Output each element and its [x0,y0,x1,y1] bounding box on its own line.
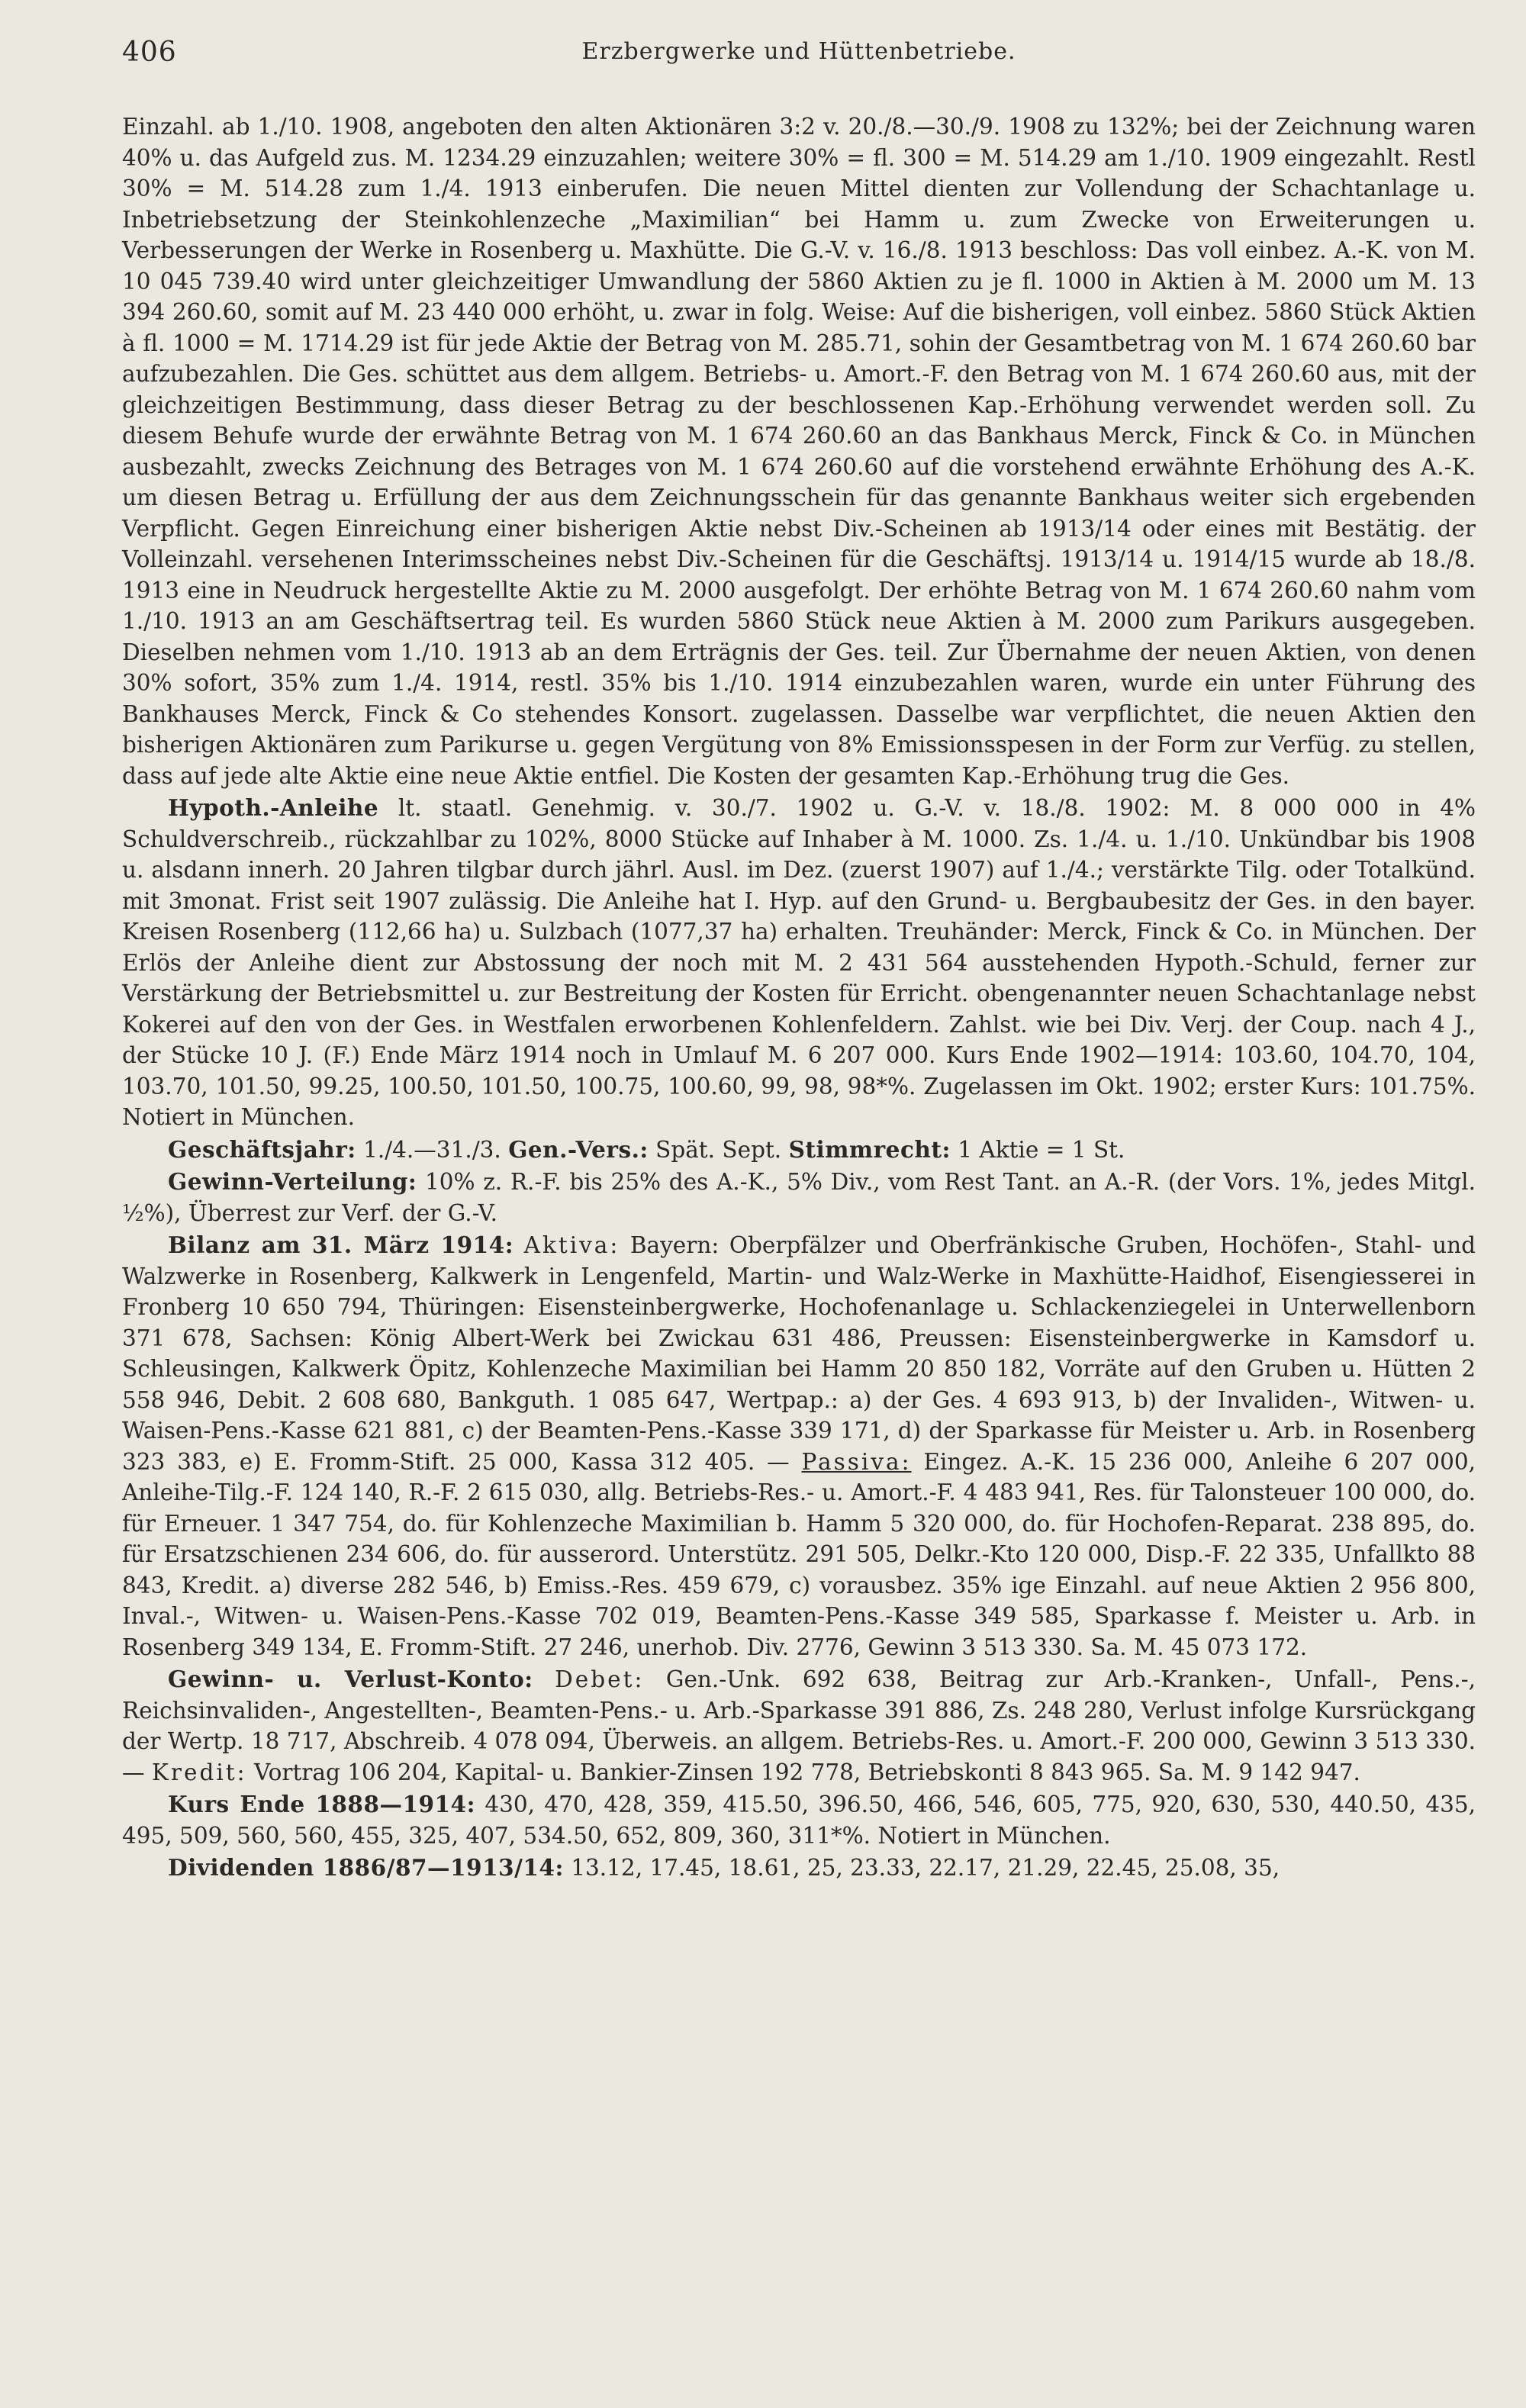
passiva-text: Eingez. A.-K. 15 236 000, Anleihe 6 207 000, Anleihe-Tilg.-F. 124 140, R.-F. 2 615 030, allg. Betriebs-Res.- u. Amort.-F. 4 483 941, Res. für Talonsteuer 100 000, do. für Erneuer. 1 347 754, do. für Kohlenzeche Maximilian b. Hamm 5 320 000, do. für Hochofen-Reparat. 238 895, do. für Ersatzschienen 234 606, do. für ausserord. Unterstütz. 291 505, Delkr.-Kto 120 000, Disp.-F. 22 335, Unfallkto 88 843, Kredit. a) diverse 282 546, b) Emiss.-Res. 459 679, c) vorausbez. 35% ige Einzahl. auf neue Aktien 2 956 800, Inval.-, Witwen- u. Waisen-Pens.-Kasse 702 019, Beamten-Pens.-Kasse 349 585, Sparkasse f. Meister u. Arb. in Rosenberg 349 134, E. Fromm-Stift. 27 246, unerhob. Div. 2776, Gewinn 3 513 330. Sa. M. 45 073 172. [122,1448,1476,1660]
debet-text: Gen.-Unk. 692 638, Beitrag zur Arb.-Kranken-, Unfall-, Pens.-, Reichsinvaliden-, Angestellten-, Beamten-Pens.- u. Arb.-Sparkasse 391 886, Zs. 248 280, Verlust infolge Kursrückgang der Wertp. 18 717, Abschreib. 4 078 094, Überweis. an allgem. Betriebs-Res. u. Amort.-F. 200 000, Gewinn 3 513 330. — [122,1666,1476,1785]
section-text: 13.12, 17.45, 18.61, 25, 23.33, 22.17, 21.29, 22.45, 25.08, 35, [563,1855,1280,1881]
passiva-label: Passiva: [801,1448,912,1475]
section-heading: Stimmrecht: [788,1135,951,1163]
section-text: 1./4.—31./3. [356,1136,509,1163]
balance-sheet-paragraph [122,1230,1476,1663]
section-heading: Gen.-Vers.: [508,1135,649,1163]
section-text: lt. staatl. Genehmig. v. 30./7. 1902 u. G.-V. v. 18./8. 1902: M. 8 000 000 in 4% Schuldverschreib., rückzahlbar zu 102%, 8000 Stücke auf Inhaber à M. 1000. Zs. 1./4. u. 1./10. Unkündbar bis 1908 u. alsdann innerh. 20 Jahren tilgbar durch jährl. Ausl. im Dez. (zuerst 1907) auf 1./4.; verstärkte Tilg. oder Totalkünd. mit 3monat. Frist seit 1907 zulässig. Die Anleihe hat I. Hyp. auf den Grund- u. Bergbaubesitz der Ges. in den bayer. Kreisen Rosenberg (112,66 ha) u. Sulzbach (1077,37 ha) erhalten. Treuhänder: Merck, Finck & Co. in München. Der Erlös der Anleihe dient zur Abstossung der noch mit M. 2 431 564 ausstehenden Hypoth.-Schuld, ferner zur Verstärkung der Betriebsmittel u. zur Bestreitung der Kosten für Erricht. obengenannter neuen Schachtanlage nebst Kokerei auf den von der Ges. in Westfalen erworbenen Kohlenfeldern. Zahlst. wie bei Div. Verj. der Coup. nach 4 J., der Stücke 10 J. (F.) Ende März 1914 noch in Umlauf M. 6 207 000. Kurs Ende 1902—1914: 103.60, 104.70, 104, 103.70, 101.50, 99.25, 100.50, 101.50, 100.75, 100.60, 99, 98, 98*%. Zugelassen im Okt. 1902; erster Kurs: 101.75%. Notiert in München. [122,795,1476,1130]
main-text [122,111,1476,1884]
section-heading: Bilanz am 31. März 1914: [168,1231,514,1258]
debet-label: Debet: [555,1666,645,1692]
section-heading: Gewinn- u. Verlust-Konto: [168,1666,533,1692]
profit-loss-paragraph [122,1664,1476,1788]
aktiva-text: Bayern: Oberpfälzer und Oberfränkische Gruben, Hochöfen-, Stahl- und Walzwerke in Rosenberg, Kalkwerk in Lengenfeld, Martin- und Walz-Werke in Maxhütte-Haidhof, Eisengiesserei in Fronberg 10 650 794, Thüringen: Eisensteinbergwerke, Hochofenanlage u. Schlackenziegelei in Unterwellenborn 371 678, Sachsen: König Albert-Werk bei Zwickau 631 486, Preussen: Eisensteinbergwerke in Kamsdorf u. Schleusingen, Kalkwerk Öpitz, Kohlenzeche Maximilian bei Hamm 20 850 182, Vorräte auf den Gruben u. Hütten 2 558 946, Debit. 2 608 680, Bankguth. 1 085 647, Wertpap.: a) der Ges. 4 693 913, b) der Invaliden-, Witwen- u. Waisen-Pens.-Kasse 621 881, c) der Beamten-Pens.-Kasse 339 171, d) der Sparkasse für Meister u. Arb. in Rosenberg 323 383, e) E. Fromm-Stift. 25 000, Kassa 312 405. — [122,1232,1476,1475]
price-history-paragraph [122,1789,1476,1851]
dividends-paragraph [122,1853,1476,1884]
capital-increase-paragraph: Einzahl. ab 1./10. 1908, angeboten den alten Aktionären 3:2 v. 20./8.—30./9. 1908 zu 132%; bei der Zeichnung waren 40% u. das Aufgeld zus. M. 1234.29 einzuzahlen; weitere 30% = fl. 300 = M. 514.29 am 1./10. 1909 eingezahlt. Restl 30% = M. 514.28 zum 1./4. 1913 einberufen. Die neuen Mittel dienten zur Vollendung der Schachtanlage u. Inbetriebsetzung der Steinkohlenzeche „Maximilian“ bei Hamm u. zum Zwecke von Erweiterungen u. Verbesserungen der Werke in Rosenberg u. Maxhütte. Die G.-V. v. 16./8. 1913 beschloss: Das voll einbez. A.-K. von M. 10 045 739.40 wird unter gleichzeitiger Umwandlung der 5860 Aktien zu je fl. 1000 in Aktien à M. 2000 um M. 13 394 260.60, somit auf M. 23 440 000 erhöht, u. zwar in folg. Weise: Auf die bisherigen, voll einbez. 5860 Stück Aktien à fl. 1000 = M. 1714.29 ist für jede Aktie der Betrag von M. 285.71, sohin der Gesamtbetrag von M. 1 674 260.60 bar aufzubezahlen. Die Ges. schüttet aus dem allgem. Betriebs- u. Amort.-F. den Betrag von M. 1 674 260.60 aus, mit der gleichzeitigen Bestimmung, dass dieser Betrag zu der beschlossenen Kap.-Erhöhung verwendet werden soll. Zu diesem Behufe wurde der erwähnte Betrag von M. 1 674 260.60 an das Bankhaus Merck, Finck & Co. in München ausbezahlt, zwecks Zeichnung des Betrages von M. 1 674 260.60 auf die vorstehend erwähnte Erhöhung des A.-K. um diesen Betrag u. Erfüllung der aus dem Zeichnungsschein für das genannte Bankhaus weiter sich ergebenden Verpflicht. Gegen Einreichung einer bisherigen Aktie nebst Div.-Scheinen ab 1913/14 oder eines mit Bestätig. der Volleinzahl. versehenen Interimsscheines nebst Div.-Scheinen für die Geschäftsj. 1913/14 u. 1914/15 wurde ab 18./8. 1913 eine in Neudruck hergestellte Aktie zu M. 2000 ausgefolgt. Der erhöhte Betrag von M. 1 674 260.60 nahm vom 1./10. 1913 an am Geschäftsertrag teil. Es wurden 5860 Stück neue Aktien à M. 2000 zum Parikurs ausgegeben. Dieselben nehmen vom 1./10. 1913 ab an dem Erträgnis der Ges. teil. Zur Übernahme der neuen Aktien, von denen 30% sofort, 35% zum 1./4. 1914, restl. 35% bis 1./10. 1914 einzubezahlen waren, wurde ein unter Führung des Bankhauses Merck, Finck & Co stehendes Konsort. zugelassen. Dasselbe war verpflichtet, die neuen Aktien den bisherigen Aktionären zum Parikurse u. gegen Vergütung von 8% Emissionsspesen in der Form zur Verfüg. zu stellen, dass auf jede alte Aktie eine neue Aktie entfiel. Die Kosten der gesamten Kap.-Erhöhung trug die Ges. [122,114,1476,789]
running-header [122,29,1476,81]
kredit-label: Kredit: [151,1759,247,1785]
running-title: Erzbergwerke und Hüttenbetriebe. [581,38,1016,65]
profit-distribution-paragraph [122,1167,1476,1228]
meeting-info-paragraph [122,1135,1476,1166]
page-number: 406 [122,37,177,68]
section-heading: Kurs Ende 1888—1914: [168,1791,475,1817]
section-heading: Geschäftsjahr: [168,1135,356,1163]
section-text: 10% z. R.-F. bis 25% des A.-K., 5% Div., vom Rest Tant. an A.-R. (der Vors. 1%, jedes Mitgl. ½%), Überrest zur Verf. der G.-V. [122,1169,1476,1226]
section-heading: Hypoth.-Anleihe [168,794,379,821]
section-heading: Gewinn-Verteilung: [168,1168,417,1195]
kredit-text: Vortrag 106 204, Kapital- u. Bankier-Zinsen 192 778, Betriebskonti 8 843 965. Sa. M. 9 142 947. [246,1759,1360,1785]
mortgage-loan-paragraph [122,793,1476,1133]
aktiva-label: Aktiva: [523,1232,620,1258]
section-text: 430, 470, 428, 359, 415.50, 396.50, 466, 546, 605, 775, 920, 630, 530, 440.50, 435, 495, 509, 560, 560, 455, 325, 407, 534.50, 652, 809, 360, 311*%. Notiert in München. [122,1792,1476,1849]
section-text: Spät. Sept. [648,1136,789,1163]
section-heading: Dividenden 1886/87—1913/14: [168,1854,564,1881]
section-text: 1 Aktie = 1 St. [950,1136,1125,1163]
